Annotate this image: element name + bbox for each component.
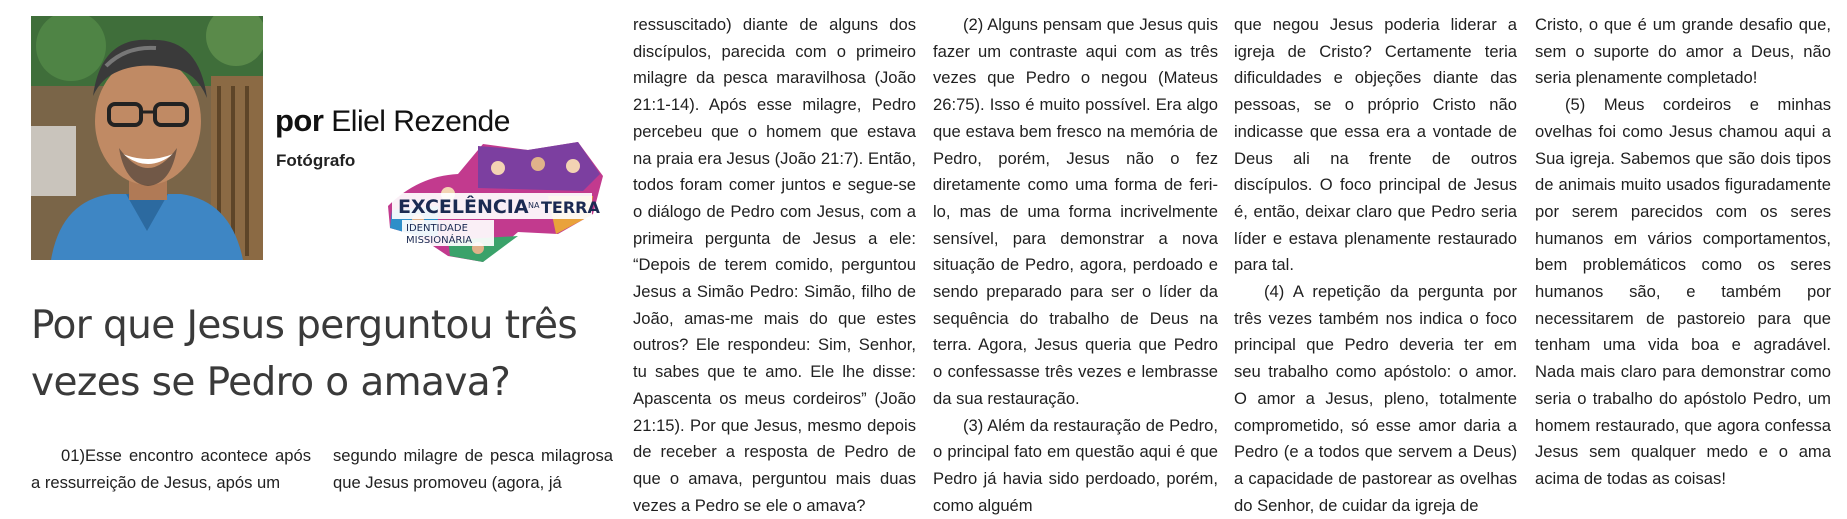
text-column-1	[31, 443, 311, 496]
paragraph-1-cont: segundo milagre de pesca milagrosa que Jesus promoveu (agora, já	[333, 446, 613, 492]
author-role: Fotógrafo	[276, 151, 356, 170]
byline	[275, 103, 510, 139]
paragraph-2: (2) Alguns pensam que Jesus quis fazer um contraste aqui com as três vezes que Pedro o negou (Mateus 26:75). Isso é muito possível. Era algo que estava bem fresco na memória de Pedro, porém, Jesus não o fez diretamente como uma forma de feri-lo, mas de uma forma incrivelmente sensível, para demonstrar a nova situação de Pedro, agora, perdoado e sendo preparado para ser o líder da sequência do trabalho de Deus na terra. Agora, Jesus queria que Pedro o confessasse três vezes e lembrasse da sua restauração.	[933, 15, 1218, 408]
text-column-3	[633, 12, 916, 519]
text-column-5	[1234, 12, 1517, 519]
paragraph-1-cont2: ressuscitado) diante de alguns dos discípulos, parecida com o primeiro milagre da pesca maravilhosa (João 21:1-14). Após esse milagre, Pedro percebeu que o homem que estava na praia era Jesus (João 21:7). Então, todos foram comer juntos e segue-se o diálogo de Pedro com Jesus, com a primeira pergunta de Jesus a ele: “Depois de terem comido, perguntou Jesus a Simão Pedro: Simão, filho de João, amas-me mais do que estes outros? Ele respondeu: Sim, Senhor, tu sabes que te amo. Ele lhe disse: Apascenta os meus cordeiros” (João 21:15). Por que Jesus, mesmo depois de receber a resposta de Pedro de que o amava, perguntou mais duas vezes a Pedro se ele o amava?	[633, 15, 916, 515]
paragraph-4-cont: Cristo, o que é um grande desafio que, sem o suporte do amor a Deus, não seria plenamente completado!	[1535, 15, 1831, 88]
author-portrait	[31, 16, 263, 260]
paragraph-5: (5) Meus cordeiros e minhas ovelhas foi como Jesus chamou aqui a Sua igreja. Sabemos que são dois tipos de animais muito usados figuradamente por serem parecidos com os seres humanos em vários comportamentos, bem problemáticos como os seres humanos são, e também por necessitarem de pastoreio para que tenham uma vida boa e agradável. Nada mais claro para demonstrar como seria o trabalho do apóstolo Pedro, um homem restaurado, que agora confessa Jesus sem qualquer medo e o ama acima de todas as coisas!	[1535, 95, 1831, 488]
article-title	[31, 297, 591, 411]
text-column-6	[1535, 12, 1831, 493]
excelencia-logo	[378, 136, 610, 271]
byline-prefix: por	[275, 103, 324, 138]
logo-line3: MISSIONÁRIA	[406, 235, 473, 246]
paragraph-3-cont: que negou Jesus poderia liderar a igreja de Cristo? Certamente teria dificuldades e objeções diante das pessoas, se o próprio Cristo não indicasse que essa era a vontade de Deus ali na frente de outros discípulos. O foco principal de Jesus é, então, deixar claro que Pedro seria líder e estava plenamente restaurado para tal.	[1234, 15, 1517, 275]
paragraph-4: (4) A repetição da pergunta por três vezes também nos indica o foco principal que Pedro deveria ter em seu trabalho como apóstolo: o amor. O amor a Jesus, pleno, totalmente comprometido, só esse amor daria a Pedro (e a todos que servem a Deus) a capacidade de pastorear as ovelhas do Senhor, de cuidar da igreja de	[1234, 282, 1517, 515]
logo-line1: EXCELÊNCIA	[398, 196, 529, 218]
logo-line1-end: TERRA	[541, 198, 600, 217]
text-column-2	[333, 443, 613, 496]
logo-line2: IDENTIDADE	[406, 223, 468, 234]
author-name: Eliel Rezende	[331, 105, 510, 138]
article-title-line2: vezes se Pedro o amava?	[31, 360, 511, 405]
article-title-line1: Por que Jesus perguntou três	[31, 303, 578, 348]
paragraph-3: (3) Além da restauração de Pedro, o principal fato em questão aqui é que Pedro já havia sido perdoado, porém, como alguém	[933, 415, 1218, 515]
logo-line1-small: NA	[528, 201, 540, 210]
text-column-4	[933, 12, 1218, 519]
paragraph-1: 01)Esse encontro acontece após a ressurreição de Jesus, após um	[31, 446, 311, 492]
author-photo	[31, 16, 263, 260]
